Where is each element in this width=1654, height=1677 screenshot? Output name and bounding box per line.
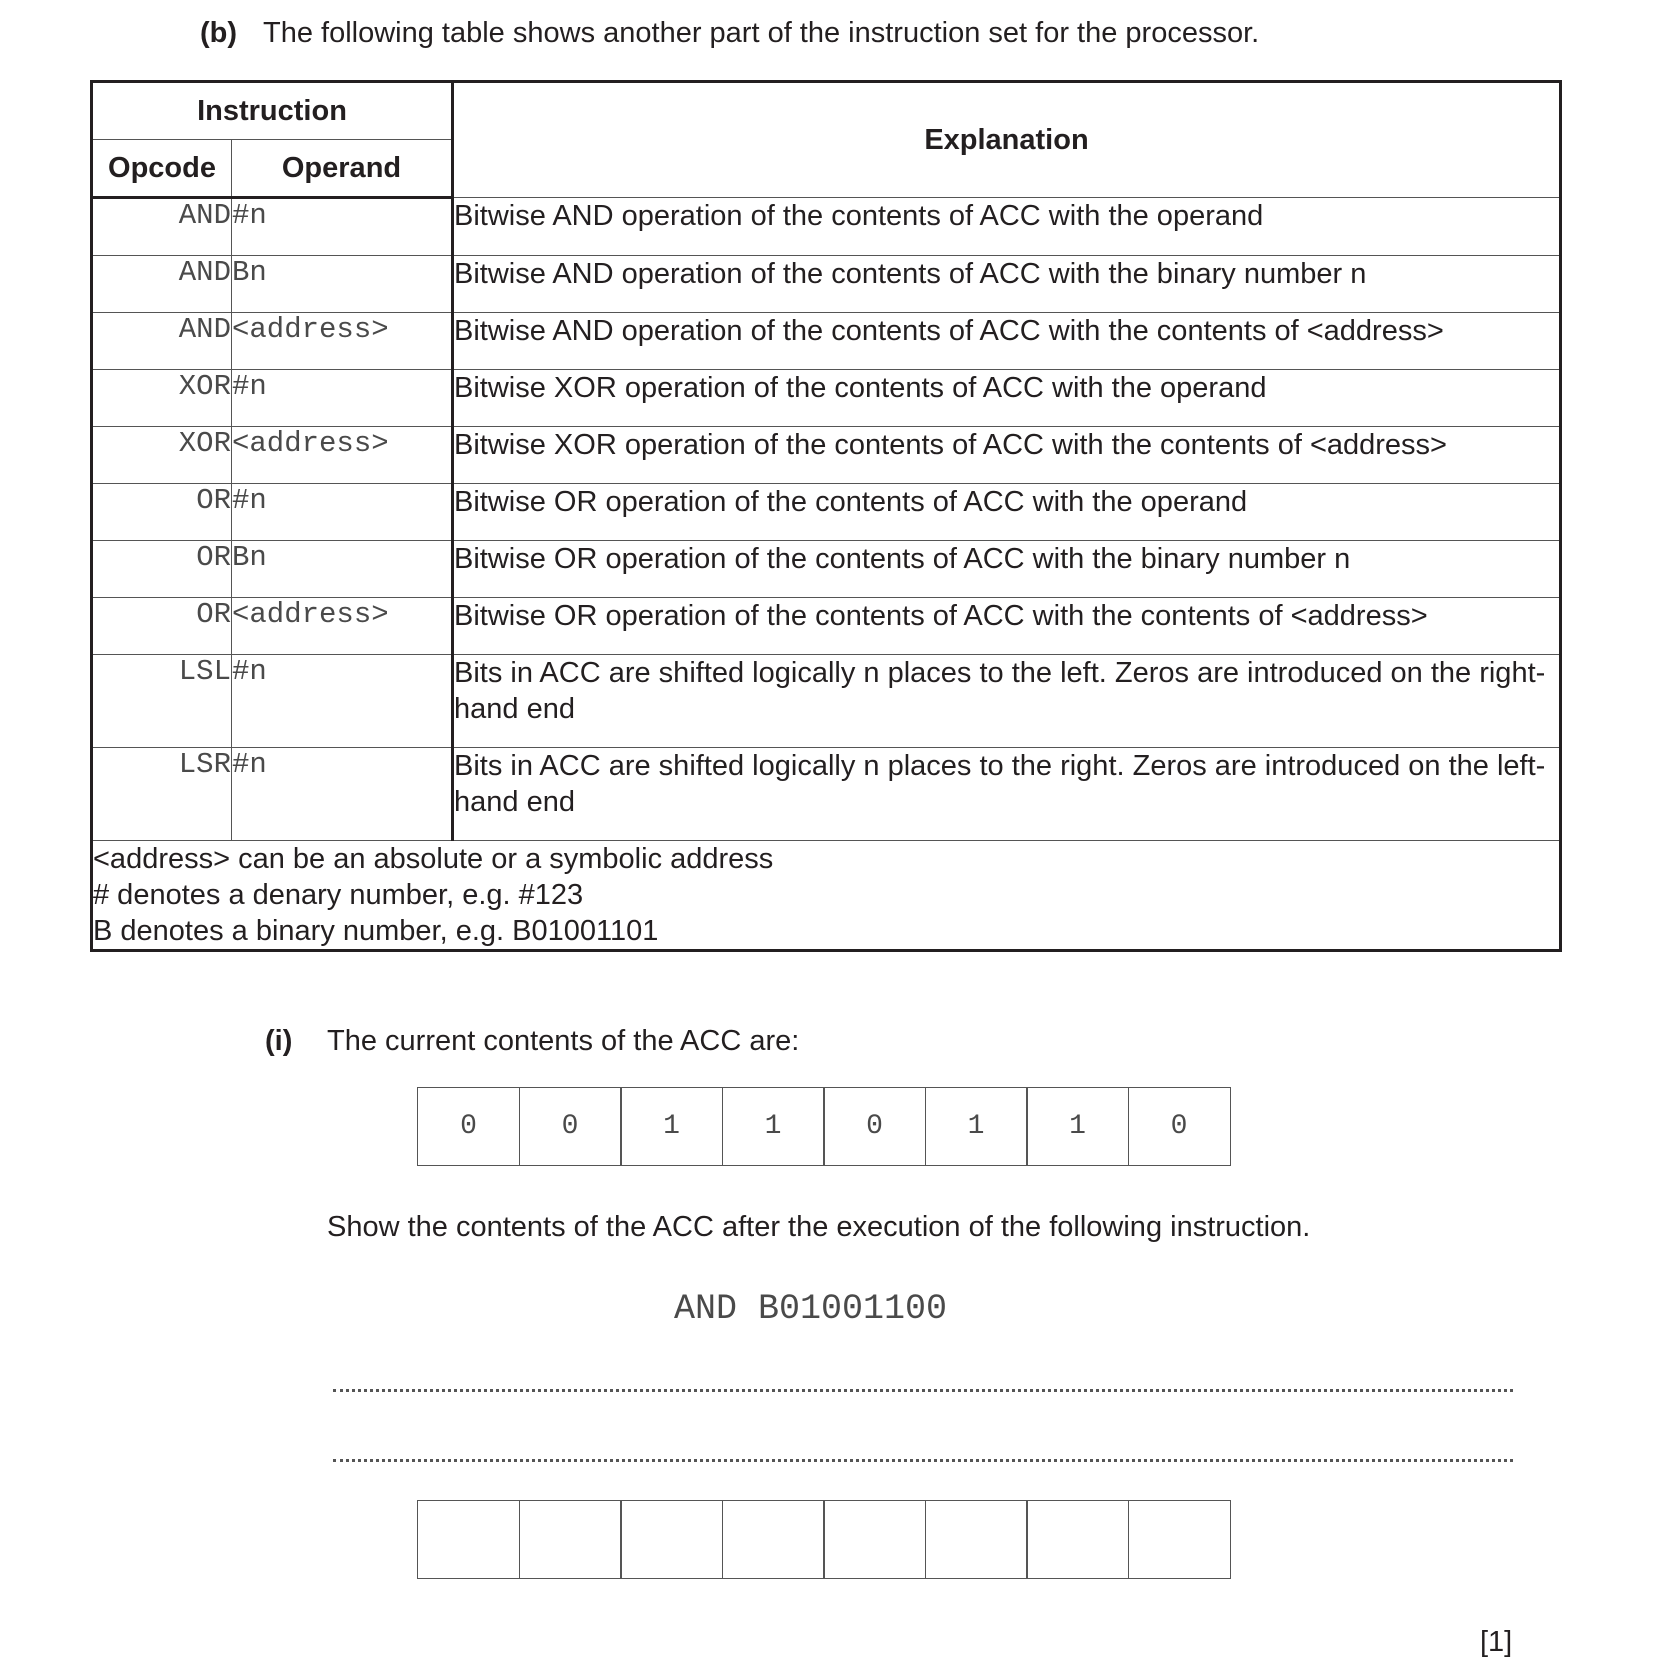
answer-bit-cell[interactable] xyxy=(925,1500,1028,1579)
operand-cell: #n xyxy=(232,484,453,541)
explanation-cell: Bitwise OR operation of the contents of ACC with the binary number n xyxy=(453,541,1561,598)
answer-line[interactable] xyxy=(333,1459,1513,1462)
table-row xyxy=(92,256,1561,313)
explanation-cell: Bitwise OR operation of the contents of ACC with the operand xyxy=(453,484,1561,541)
acc-bit-cell: 0 xyxy=(1128,1087,1231,1166)
answer-bit-cell[interactable] xyxy=(519,1500,622,1579)
acc-current-register xyxy=(417,1087,1231,1166)
opcode-cell: OR xyxy=(92,598,232,655)
operand-cell: <address> xyxy=(232,427,453,484)
header-operand: Operand xyxy=(232,140,453,198)
acc-bit-cell: 0 xyxy=(519,1087,622,1166)
opcode-cell: OR xyxy=(92,541,232,598)
table-row xyxy=(92,370,1561,427)
operand-cell: <address> xyxy=(232,598,453,655)
header-explanation: Explanation xyxy=(453,82,1561,198)
marks-label: [1] xyxy=(1480,1626,1513,1658)
table-notes xyxy=(92,841,1561,951)
answer-bit-cell[interactable] xyxy=(722,1500,825,1579)
question-text: The current contents of the ACC are: xyxy=(327,1025,800,1057)
answer-bit-cell[interactable] xyxy=(1128,1500,1231,1579)
acc-answer-register xyxy=(417,1500,1231,1579)
note-denary: # denotes a denary number, e.g. #123 xyxy=(93,879,584,911)
opcode-cell: AND xyxy=(92,313,232,370)
table-row xyxy=(92,198,1561,256)
opcode-cell: XOR xyxy=(92,370,232,427)
operand-cell: #n xyxy=(232,748,453,841)
table-row xyxy=(92,748,1561,841)
operand-cell: #n xyxy=(232,655,453,748)
acc-bit-cell: 1 xyxy=(925,1087,1028,1166)
answer-line[interactable] xyxy=(333,1389,1513,1392)
answer-bit-cell[interactable] xyxy=(417,1500,520,1579)
explanation-cell: Bitwise AND operation of the contents of ACC with the contents of <address> xyxy=(453,313,1561,370)
acc-bit-cell: 1 xyxy=(620,1087,723,1166)
question-i xyxy=(265,1024,799,1058)
explanation-cell: Bitwise AND operation of the contents of ACC with the operand xyxy=(453,198,1561,256)
explanation-cell: Bitwise XOR operation of the contents of ACC with the operand xyxy=(453,370,1561,427)
acc-bit-cell: 0 xyxy=(417,1087,520,1166)
acc-bit-cell: 1 xyxy=(722,1087,825,1166)
opcode-cell: AND xyxy=(92,256,232,313)
opcode-cell: LSR xyxy=(92,748,232,841)
operand-cell: #n xyxy=(232,370,453,427)
answer-bit-cell[interactable] xyxy=(823,1500,926,1579)
question-number: (i) xyxy=(265,1025,293,1057)
answer-bit-cell[interactable] xyxy=(620,1500,723,1579)
opcode-cell: LSL xyxy=(92,655,232,748)
operand-cell: <address> xyxy=(232,313,453,370)
acc-bit-cell: 0 xyxy=(823,1087,926,1166)
note-address: <address> can be an absolute or a symbolic address xyxy=(93,843,774,875)
question-number: (b) xyxy=(200,17,238,49)
explanation-cell: Bitwise XOR operation of the contents of ACC with the contents of <address> xyxy=(453,427,1561,484)
explanation-cell: Bits in ACC are shifted logically n places to the left. Zeros are introduced on the right-hand end xyxy=(453,655,1561,748)
table-row xyxy=(92,427,1561,484)
instruction-set-table xyxy=(90,80,1562,952)
operand-cell: #n xyxy=(232,198,453,256)
table-row xyxy=(92,655,1561,748)
question-text: The following table shows another part of the instruction set for the processor. xyxy=(263,17,1260,49)
explanation-cell: Bitwise OR operation of the contents of ACC with the contents of <address> xyxy=(453,598,1561,655)
header-instruction: Instruction xyxy=(92,82,453,140)
question-b xyxy=(200,16,1259,50)
operand-cell: Bn xyxy=(232,256,453,313)
explanation-cell: Bits in ACC are shifted logically n places to the right. Zeros are introduced on the left-hand end xyxy=(453,748,1561,841)
opcode-cell: AND xyxy=(92,198,232,256)
table-row xyxy=(92,484,1561,541)
operand-cell: Bn xyxy=(232,541,453,598)
note-binary: B denotes a binary number, e.g. B01001101 xyxy=(93,915,659,947)
table-row xyxy=(92,598,1561,655)
table-row xyxy=(92,313,1561,370)
table-row xyxy=(92,541,1561,598)
opcode-cell: XOR xyxy=(92,427,232,484)
acc-bit-cell: 1 xyxy=(1026,1087,1129,1166)
opcode-cell: OR xyxy=(92,484,232,541)
header-opcode: Opcode xyxy=(92,140,232,198)
explanation-cell: Bitwise AND operation of the contents of ACC with the binary number n xyxy=(453,256,1561,313)
instruction-code: AND B01001100 xyxy=(674,1289,948,1329)
instruction-prompt: Show the contents of the ACC after the execution of the following instruction. xyxy=(327,1211,1311,1243)
answer-bit-cell[interactable] xyxy=(1026,1500,1129,1579)
